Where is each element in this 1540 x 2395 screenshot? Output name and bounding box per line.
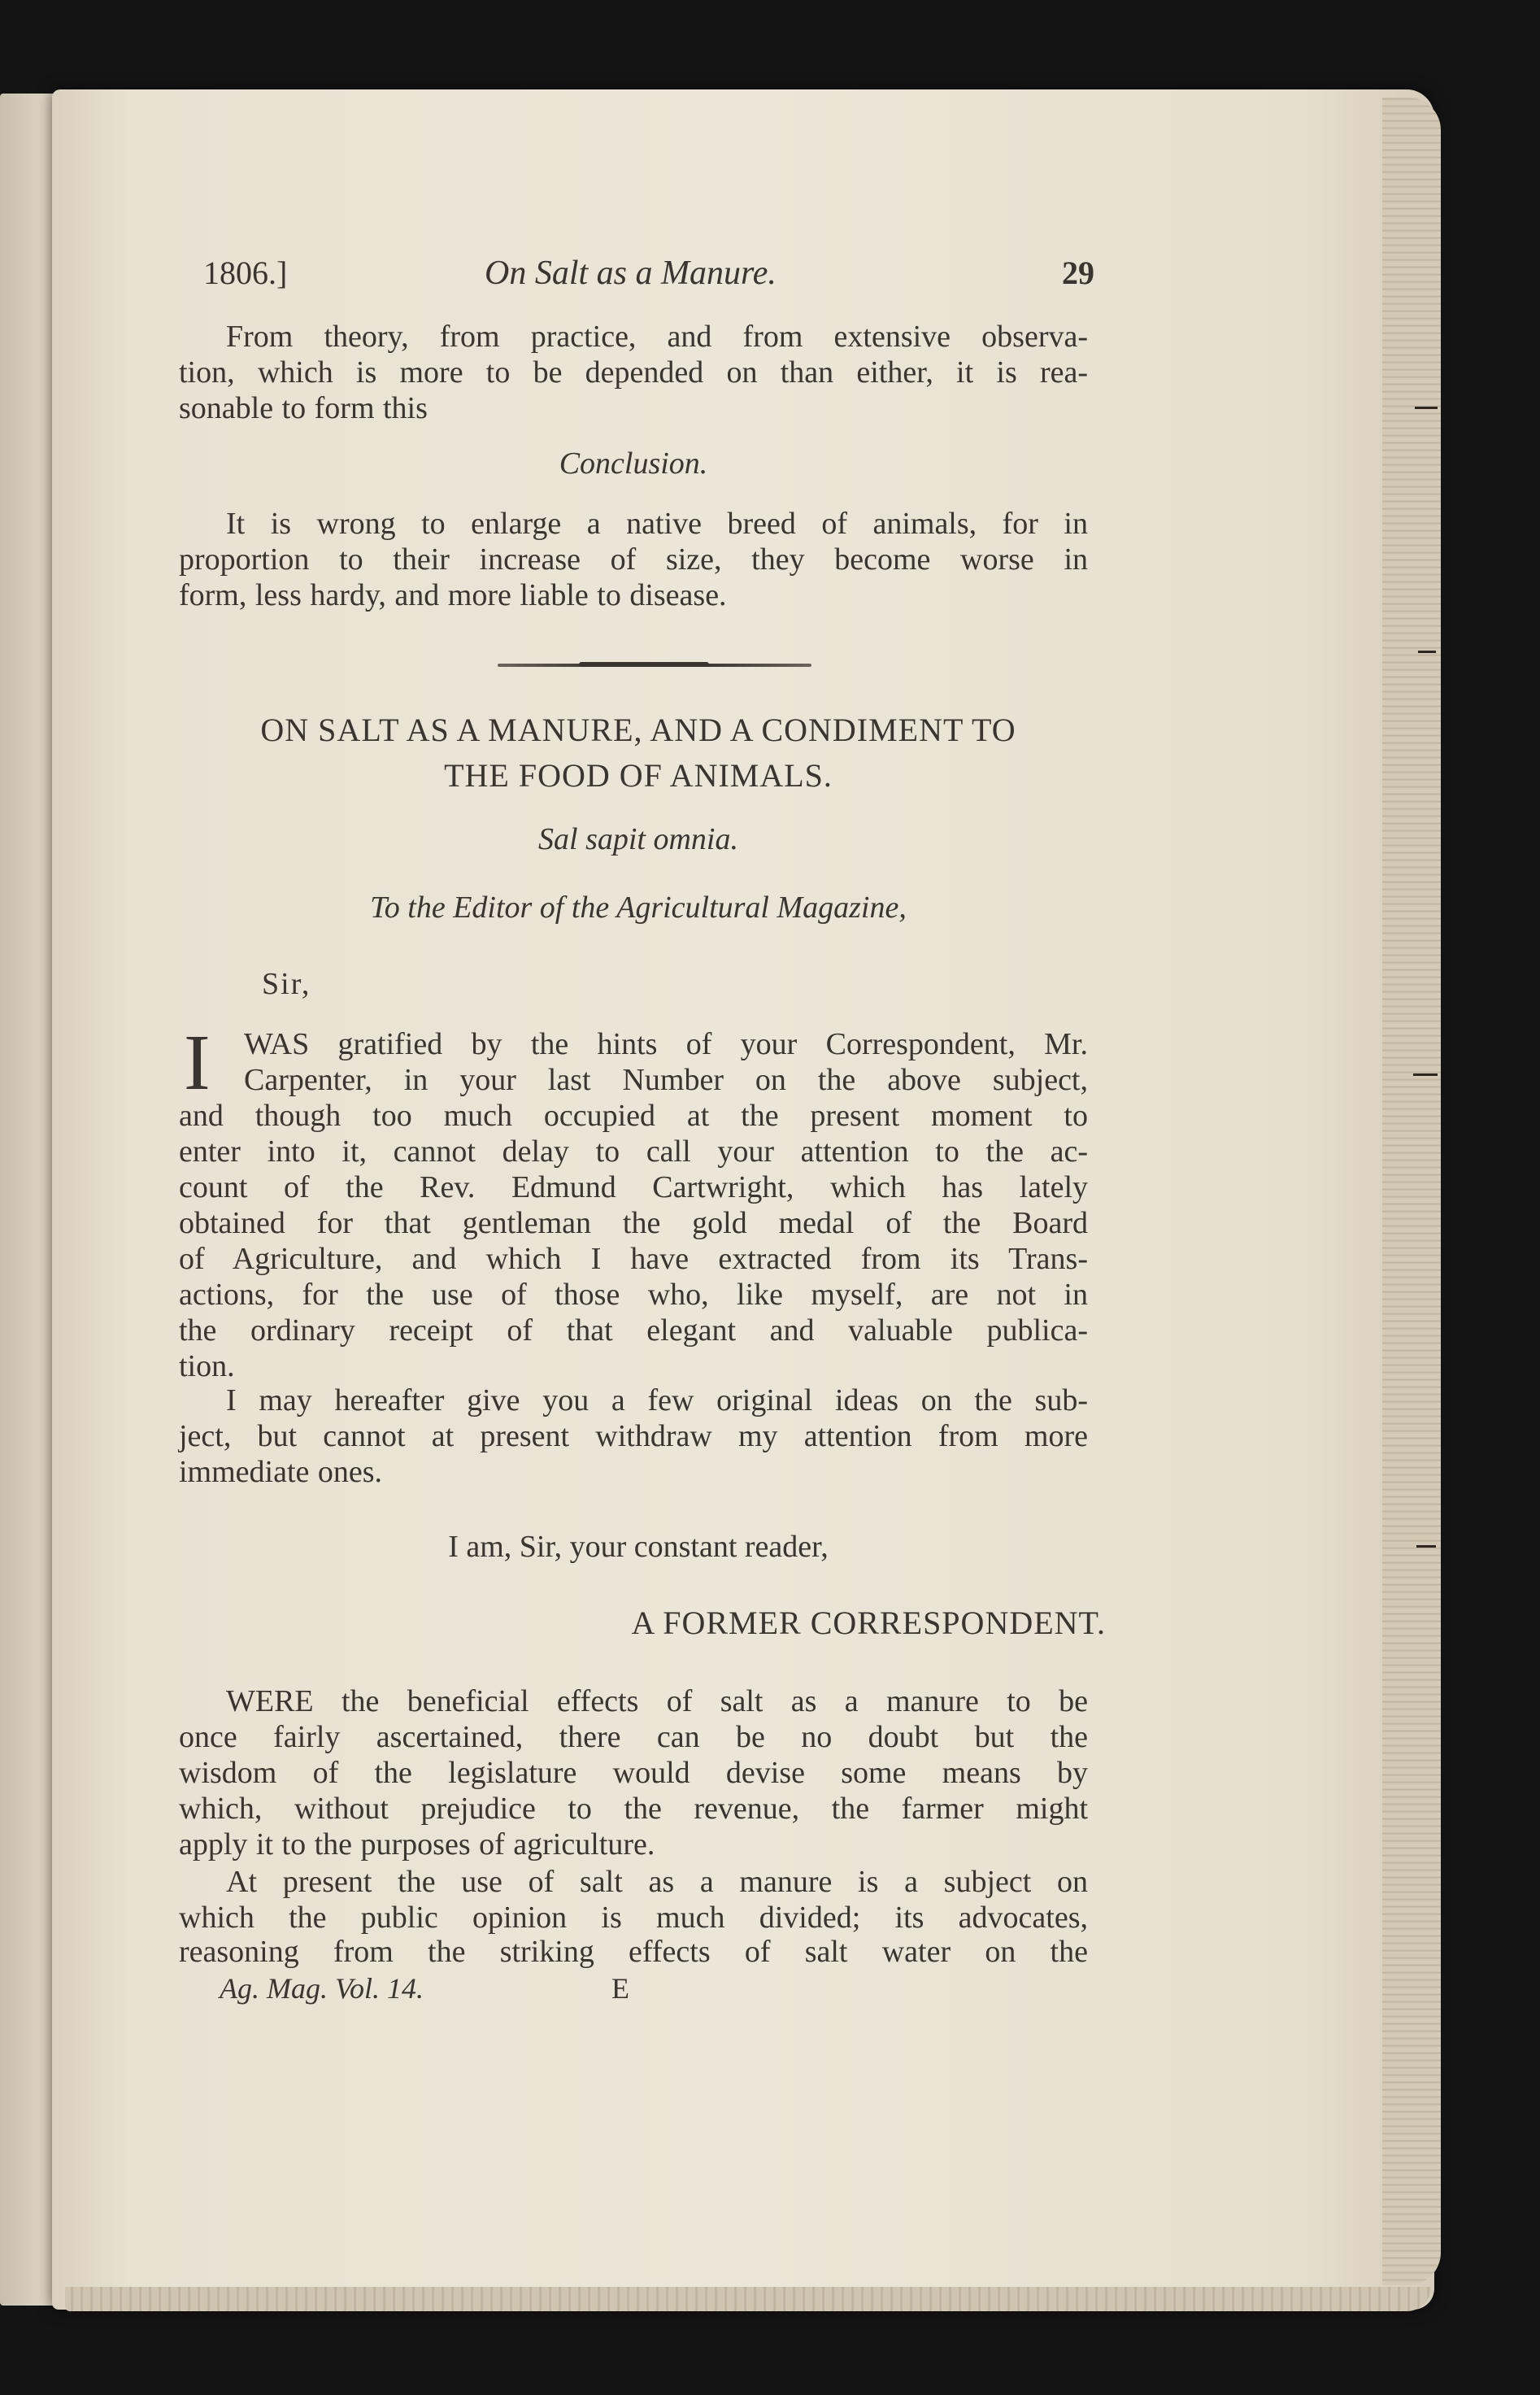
article-title-line-2: THE FOOD OF ANIMALS. [444, 757, 833, 794]
header-year: 1806.] [203, 255, 288, 291]
section-divider [498, 664, 811, 667]
body-line: apply it to the purposes of agriculture. [179, 1827, 655, 1862]
letter-line: ject, but cannot at present withdraw my attention from more [179, 1419, 1088, 1453]
letter-addressee: To the Editor of the Agricultural Magazine, [370, 891, 907, 925]
body-line: which, without prejudice to the revenue, the farmer might [179, 1792, 1088, 1826]
letter-line: obtained for that gentleman the gold medal of the Board [179, 1206, 1088, 1240]
letter-line: count of the Rev. Edmund Cartwright, which has lately [179, 1170, 1088, 1204]
body-line: once fairly ascertained, there can be no doubt but the [179, 1720, 1088, 1754]
signature-mark: E [611, 1972, 629, 2005]
body-line: wisdom of the legislature would devise some means by [179, 1756, 1088, 1790]
page-number: 29 [1062, 255, 1094, 291]
letter-signature: A FORMER CORRESPONDENT. [631, 1605, 1106, 1641]
conclusion-heading: Conclusion. [559, 446, 708, 481]
body-line: reasoning from the striking effects of salt water on the [179, 1935, 1088, 1969]
body-line: which the public opinion is much divided; its advocates, [179, 1901, 1088, 1935]
running-header [179, 254, 1106, 294]
body-line: WERE the beneficial effects of salt as a manure to be [226, 1684, 1088, 1718]
running-title: On Salt as a Manure. [485, 255, 777, 292]
conclusion-line: form, less hardy, and more liable to disease. [179, 578, 727, 612]
letter-line: enter into it, cannot delay to call your attention to the ac- [179, 1134, 1088, 1169]
conclusion-line: It is wrong to enlarge a native breed of animals, for in [226, 507, 1088, 541]
letter-line: Carpenter, in your last Number on the above subject, [244, 1063, 1088, 1097]
letter-line: immediate ones. [179, 1455, 383, 1489]
letter-closing: I am, Sir, your constant reader, [448, 1530, 829, 1564]
letter-line: of Agriculture, and which I have extracted from its Trans- [179, 1242, 1088, 1276]
drop-cap: I [184, 1019, 211, 1107]
conclusion-line: proportion to their increase of size, they become worse in [179, 542, 1088, 577]
letter-line: tion. [179, 1349, 235, 1383]
intro-line: From theory, from practice, and from extensive observa- [226, 320, 1088, 354]
intro-line: tion, which is more to be depended on than either, it is rea- [179, 355, 1088, 390]
article-motto: Sal sapit omnia. [538, 822, 738, 856]
article-title-line-1: ON SALT AS A MANURE, AND A CONDIMENT TO [260, 712, 1016, 748]
intro-line: sonable to form this [179, 391, 428, 425]
letter-salutation: Sir, [262, 967, 311, 1001]
letter-line: actions, for the use of those who, like myself, are not in [179, 1278, 1088, 1312]
signature-line: Ag. Mag. Vol. 14. [220, 1972, 424, 2005]
letter-line: I may hereafter give you a few original ideas on the sub- [226, 1383, 1088, 1417]
letter-line: the ordinary receipt of that elegant and valuable publica- [179, 1313, 1088, 1348]
letter-line: and though too much occupied at the present moment to [179, 1099, 1088, 1133]
letter-line: WAS gratified by the hints of your Correspondent, Mr. [244, 1027, 1088, 1061]
body-line: At present the use of salt as a manure is a subject on [226, 1865, 1088, 1899]
